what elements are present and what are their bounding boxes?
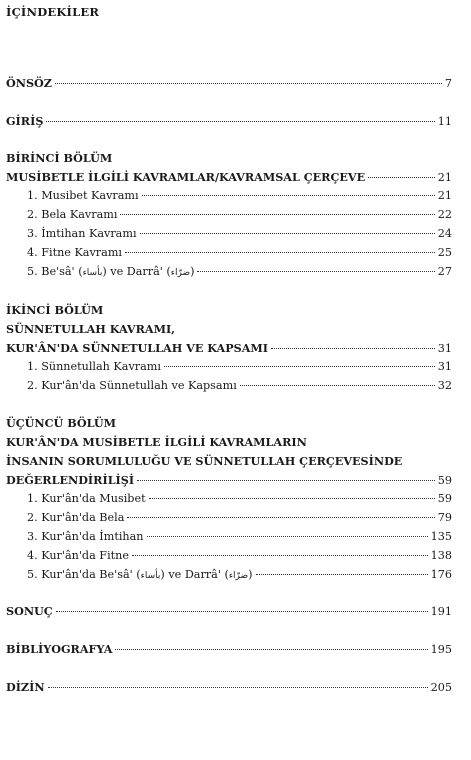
toc-entry[interactable]	[27, 548, 452, 564]
toc-entry-label: GİRİŞ	[6, 114, 44, 128]
toc-entry-label: 2. Bela Kavramı	[27, 208, 118, 221]
label-text: )	[190, 265, 195, 278]
toc-entry-part2-title[interactable]	[6, 340, 452, 356]
toc-entry-label: SONUÇ	[6, 604, 53, 618]
toc-page-number: 22	[437, 208, 452, 221]
toc-entry[interactable]	[27, 359, 452, 375]
label-text: ) ve Darrâ' (	[160, 568, 229, 581]
toc-page-number: 11	[437, 115, 452, 128]
dot-leader	[125, 252, 435, 253]
toc-page-number: 195	[430, 643, 452, 656]
toc-entry-label: ÖNSÖZ	[6, 76, 52, 90]
toc-entry-label: 1. Kur'ân'da Musibet	[27, 492, 146, 505]
dot-leader	[137, 480, 435, 481]
dot-leader	[256, 574, 428, 575]
part-heading: ÜÇÜNCÜ BÖLÜM	[6, 416, 117, 430]
toc-entry-label: KUR'ÂN'DA SÜNNETULLAH VE KAPSAMI	[6, 341, 269, 355]
toc-entry-label: 4. Fitne Kavramı	[27, 246, 123, 259]
toc-entry-label: MUSİBETLE İLGİLİ KAVRAMLAR/KAVRAMSAL ÇERÇEVE	[6, 170, 366, 184]
toc-entry-giris[interactable]	[6, 113, 452, 129]
toc-entry-label: DEĞERLENDİRİLİŞİ	[6, 473, 135, 487]
toc-entry-sonuc[interactable]	[6, 603, 452, 619]
label-text: 5. Be'sâ' (	[27, 265, 83, 278]
arabic-term: بأساء	[82, 268, 103, 278]
arabic-term: ضرّاء	[228, 571, 249, 581]
arabic-term: ضرّاء	[170, 268, 191, 278]
toc-entry[interactable]	[27, 188, 452, 204]
toc-entry-label: 1. Musibet Kavramı	[27, 189, 139, 202]
dot-leader	[271, 348, 435, 349]
dot-leader	[147, 536, 428, 537]
toc-entry[interactable]	[27, 567, 452, 583]
part-heading: İKİNCİ BÖLÜM	[6, 303, 104, 317]
toc-entry-label	[27, 567, 253, 584]
toc-page-number: 7	[444, 77, 452, 90]
toc-entry[interactable]	[27, 264, 452, 280]
part-title-line: SÜNNETULLAH KAVRAMI,	[6, 322, 176, 336]
toc-entry-label: 2. Kur'ân'da Sünnetullah ve Kapsamı	[27, 379, 237, 392]
toc-entry-label: DİZİN	[6, 680, 45, 694]
toc-entry-part1-title[interactable]	[6, 169, 452, 185]
toc-entry[interactable]	[27, 245, 452, 261]
toc-entry[interactable]	[27, 491, 452, 507]
toc-page-number: 135	[430, 530, 452, 543]
dot-leader	[48, 687, 428, 688]
toc-entry[interactable]	[27, 529, 452, 545]
toc-entry-part3-title[interactable]	[6, 472, 452, 488]
toc-entry-dizin[interactable]	[6, 679, 452, 695]
toc-entry-bibliyografya[interactable]	[6, 641, 452, 657]
page-title: İÇİNDEKİLER	[6, 5, 100, 19]
toc-page-number: 32	[437, 379, 452, 392]
toc-entry-label: 3. Kur'ân'da İmtihan	[27, 530, 144, 543]
dot-leader	[240, 385, 435, 386]
toc-page-number: 138	[430, 549, 452, 562]
toc-entry[interactable]	[27, 226, 452, 242]
dot-leader	[115, 649, 427, 650]
toc-page-number: 31	[437, 342, 452, 355]
label-text: 5. Kur'ân'da Be'sâ' (	[27, 568, 141, 581]
toc-entry-label: 1. Sünnetullah Kavramı	[27, 360, 161, 373]
part-title-line: KUR'ÂN'DA MUSİBETLE İLGİLİ KAVRAMLARIN	[6, 435, 307, 449]
toc-page-number: 31	[437, 360, 452, 373]
toc-entry[interactable]	[27, 378, 452, 394]
dot-leader	[127, 517, 434, 518]
part-title-line: İNSANIN SORUMLULUĞU VE SÜNNETULLAH ÇERÇEVESİNDE	[6, 454, 403, 468]
toc-page-number: 27	[437, 265, 452, 278]
dot-leader	[55, 83, 442, 84]
dot-leader	[120, 214, 434, 215]
toc-page-number: 25	[437, 246, 452, 259]
toc-page-number: 59	[437, 474, 452, 487]
toc-entry-label: BİBLİYOGRAFYA	[6, 642, 113, 656]
dot-leader	[197, 271, 434, 272]
dot-leader	[46, 121, 434, 122]
toc-page-number: 205	[430, 681, 452, 694]
toc-entry-label: 2. Kur'ân'da Bela	[27, 511, 125, 524]
toc-page-number: 21	[437, 189, 452, 202]
part-heading: BİRİNCİ BÖLÜM	[6, 151, 113, 165]
toc-page-number: 79	[437, 511, 452, 524]
dot-leader	[142, 195, 435, 196]
dot-leader	[132, 555, 428, 556]
label-text: ) ve Darrâ' (	[102, 265, 171, 278]
dot-leader	[164, 366, 435, 367]
arabic-term: بأساء	[140, 571, 161, 581]
toc-page-number: 176	[430, 568, 452, 581]
dot-leader	[368, 177, 435, 178]
toc-page-number: 21	[437, 171, 452, 184]
dot-leader	[149, 498, 435, 499]
toc-entry-label: 3. İmtihan Kavramı	[27, 227, 137, 240]
toc-page-number: 24	[437, 227, 452, 240]
dot-leader	[140, 233, 435, 234]
toc-entry[interactable]	[27, 207, 452, 223]
label-text: )	[248, 568, 253, 581]
toc-entry-label	[27, 264, 194, 281]
dot-leader	[56, 611, 428, 612]
toc-page-number: 191	[430, 605, 452, 618]
toc-page-number: 59	[437, 492, 452, 505]
toc-entry-onsoz[interactable]	[6, 75, 452, 91]
toc-entry[interactable]	[27, 510, 452, 526]
toc-entry-label: 4. Kur'ân'da Fitne	[27, 549, 129, 562]
